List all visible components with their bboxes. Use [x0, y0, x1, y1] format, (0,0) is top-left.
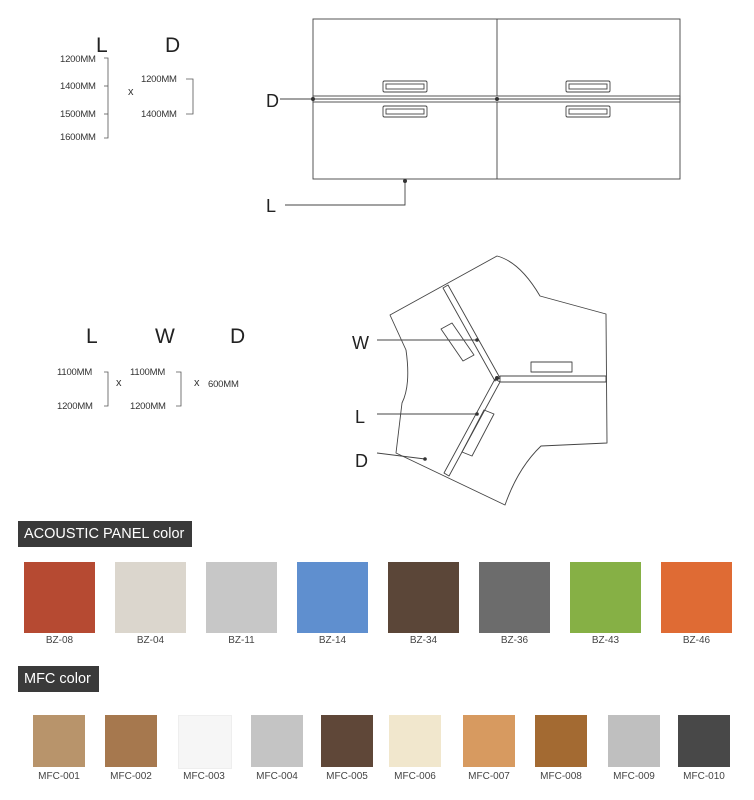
acoustic-swatch-bz-14[interactable]	[297, 562, 368, 633]
acoustic-swatch-bz-46[interactable]	[661, 562, 732, 633]
pod-d-marker	[423, 457, 427, 461]
desk-l-option: 1500MM	[60, 109, 96, 120]
mfc-swatch-mfc-004[interactable]	[251, 715, 303, 767]
desk-times-sign: x	[128, 86, 134, 98]
pod-l-marker	[475, 412, 479, 416]
acoustic-swatch-bz-43[interactable]	[570, 562, 641, 633]
mfc-swatch-label: MFC-004	[256, 771, 298, 782]
desk-d-marker	[495, 97, 499, 101]
desk-d-marker	[311, 97, 315, 101]
desk-d-option: 1200MM	[141, 74, 177, 85]
desk-l-option: 1400MM	[60, 81, 96, 92]
mfc-swatch-mfc-003[interactable]	[178, 715, 232, 769]
pod-drawing-label-l: L	[355, 407, 366, 427]
desk-d-option: 1400MM	[141, 109, 177, 120]
pod-label-l: L	[86, 325, 98, 348]
acoustic-section-title: ACOUSTIC PANEL color	[18, 521, 192, 547]
acoustic-swatch-bz-11[interactable]	[206, 562, 277, 633]
desk-l-option: 1200MM	[60, 54, 96, 65]
mfc-swatch-label: MFC-001	[38, 771, 80, 782]
acoustic-swatch-bz-04[interactable]	[115, 562, 186, 633]
acoustic-swatch-label: BZ-14	[318, 635, 347, 646]
acoustic-swatch-bz-08[interactable]	[24, 562, 95, 633]
mfc-swatch-label: MFC-009	[613, 771, 655, 782]
mfc-swatch-mfc-002[interactable]	[105, 715, 157, 767]
mfc-swatch-mfc-005[interactable]	[321, 715, 373, 767]
pod-plan-drawing	[377, 256, 607, 505]
mfc-swatch-mfc-008[interactable]	[535, 715, 587, 767]
pod-label-d: D	[230, 325, 246, 348]
pod-drawing-label-w: W	[352, 333, 369, 353]
pod-l-option: 1200MM	[57, 401, 93, 412]
pod-times-sign: x	[194, 377, 200, 389]
pod-times-sign: x	[116, 377, 122, 389]
desk-plan-drawing	[280, 19, 680, 205]
acoustic-swatch-label: BZ-04	[136, 635, 165, 646]
mfc-swatch-label: MFC-003	[183, 771, 225, 782]
acoustic-swatch-label: BZ-43	[591, 635, 620, 646]
pod-label-w: W	[155, 325, 175, 348]
mfc-swatch-label: MFC-002	[110, 771, 152, 782]
mfc-swatch-mfc-006[interactable]	[389, 715, 441, 767]
pod-w-marker	[475, 338, 479, 342]
acoustic-swatch-bz-34[interactable]	[388, 562, 459, 633]
mfc-swatch-label: MFC-008	[540, 771, 582, 782]
mfc-swatch-label: MFC-007	[468, 771, 510, 782]
acoustic-swatch-label: BZ-34	[409, 635, 438, 646]
mfc-swatch-mfc-007[interactable]	[463, 715, 515, 767]
mfc-swatch-label: MFC-010	[683, 771, 725, 782]
pod-center-marker	[495, 376, 499, 380]
mfc-swatch-mfc-010[interactable]	[678, 715, 730, 767]
desk-drawing-label-l: L	[266, 196, 277, 216]
pod-w-option: 1100MM	[130, 367, 166, 378]
pod-l-option: 1100MM	[57, 367, 93, 378]
pod-spec-brackets	[104, 372, 181, 406]
acoustic-swatch-label: BZ-36	[500, 635, 529, 646]
mfc-swatch-label: MFC-005	[326, 771, 368, 782]
desk-label-d: D	[165, 34, 181, 57]
desk-spec-brackets	[104, 58, 193, 138]
acoustic-swatch-label: BZ-11	[228, 635, 255, 646]
pod-d-value: 600MM	[208, 379, 239, 390]
mfc-swatch-mfc-009[interactable]	[608, 715, 660, 767]
pod-drawing-label-d: D	[355, 451, 368, 471]
mfc-swatch-mfc-001[interactable]	[33, 715, 85, 767]
acoustic-swatch-label: BZ-08	[45, 635, 74, 646]
desk-label-l: L	[96, 34, 108, 57]
desk-l-option: 1600MM	[60, 132, 96, 143]
mfc-section-title: MFC color	[18, 666, 99, 692]
mfc-swatch-label: MFC-006	[394, 771, 436, 782]
desk-l-marker	[403, 179, 407, 183]
pod-w-option: 1200MM	[130, 401, 166, 412]
acoustic-swatch-label: BZ-46	[682, 635, 711, 646]
acoustic-swatch-bz-36[interactable]	[479, 562, 550, 633]
desk-drawing-label-d: D	[266, 91, 279, 111]
